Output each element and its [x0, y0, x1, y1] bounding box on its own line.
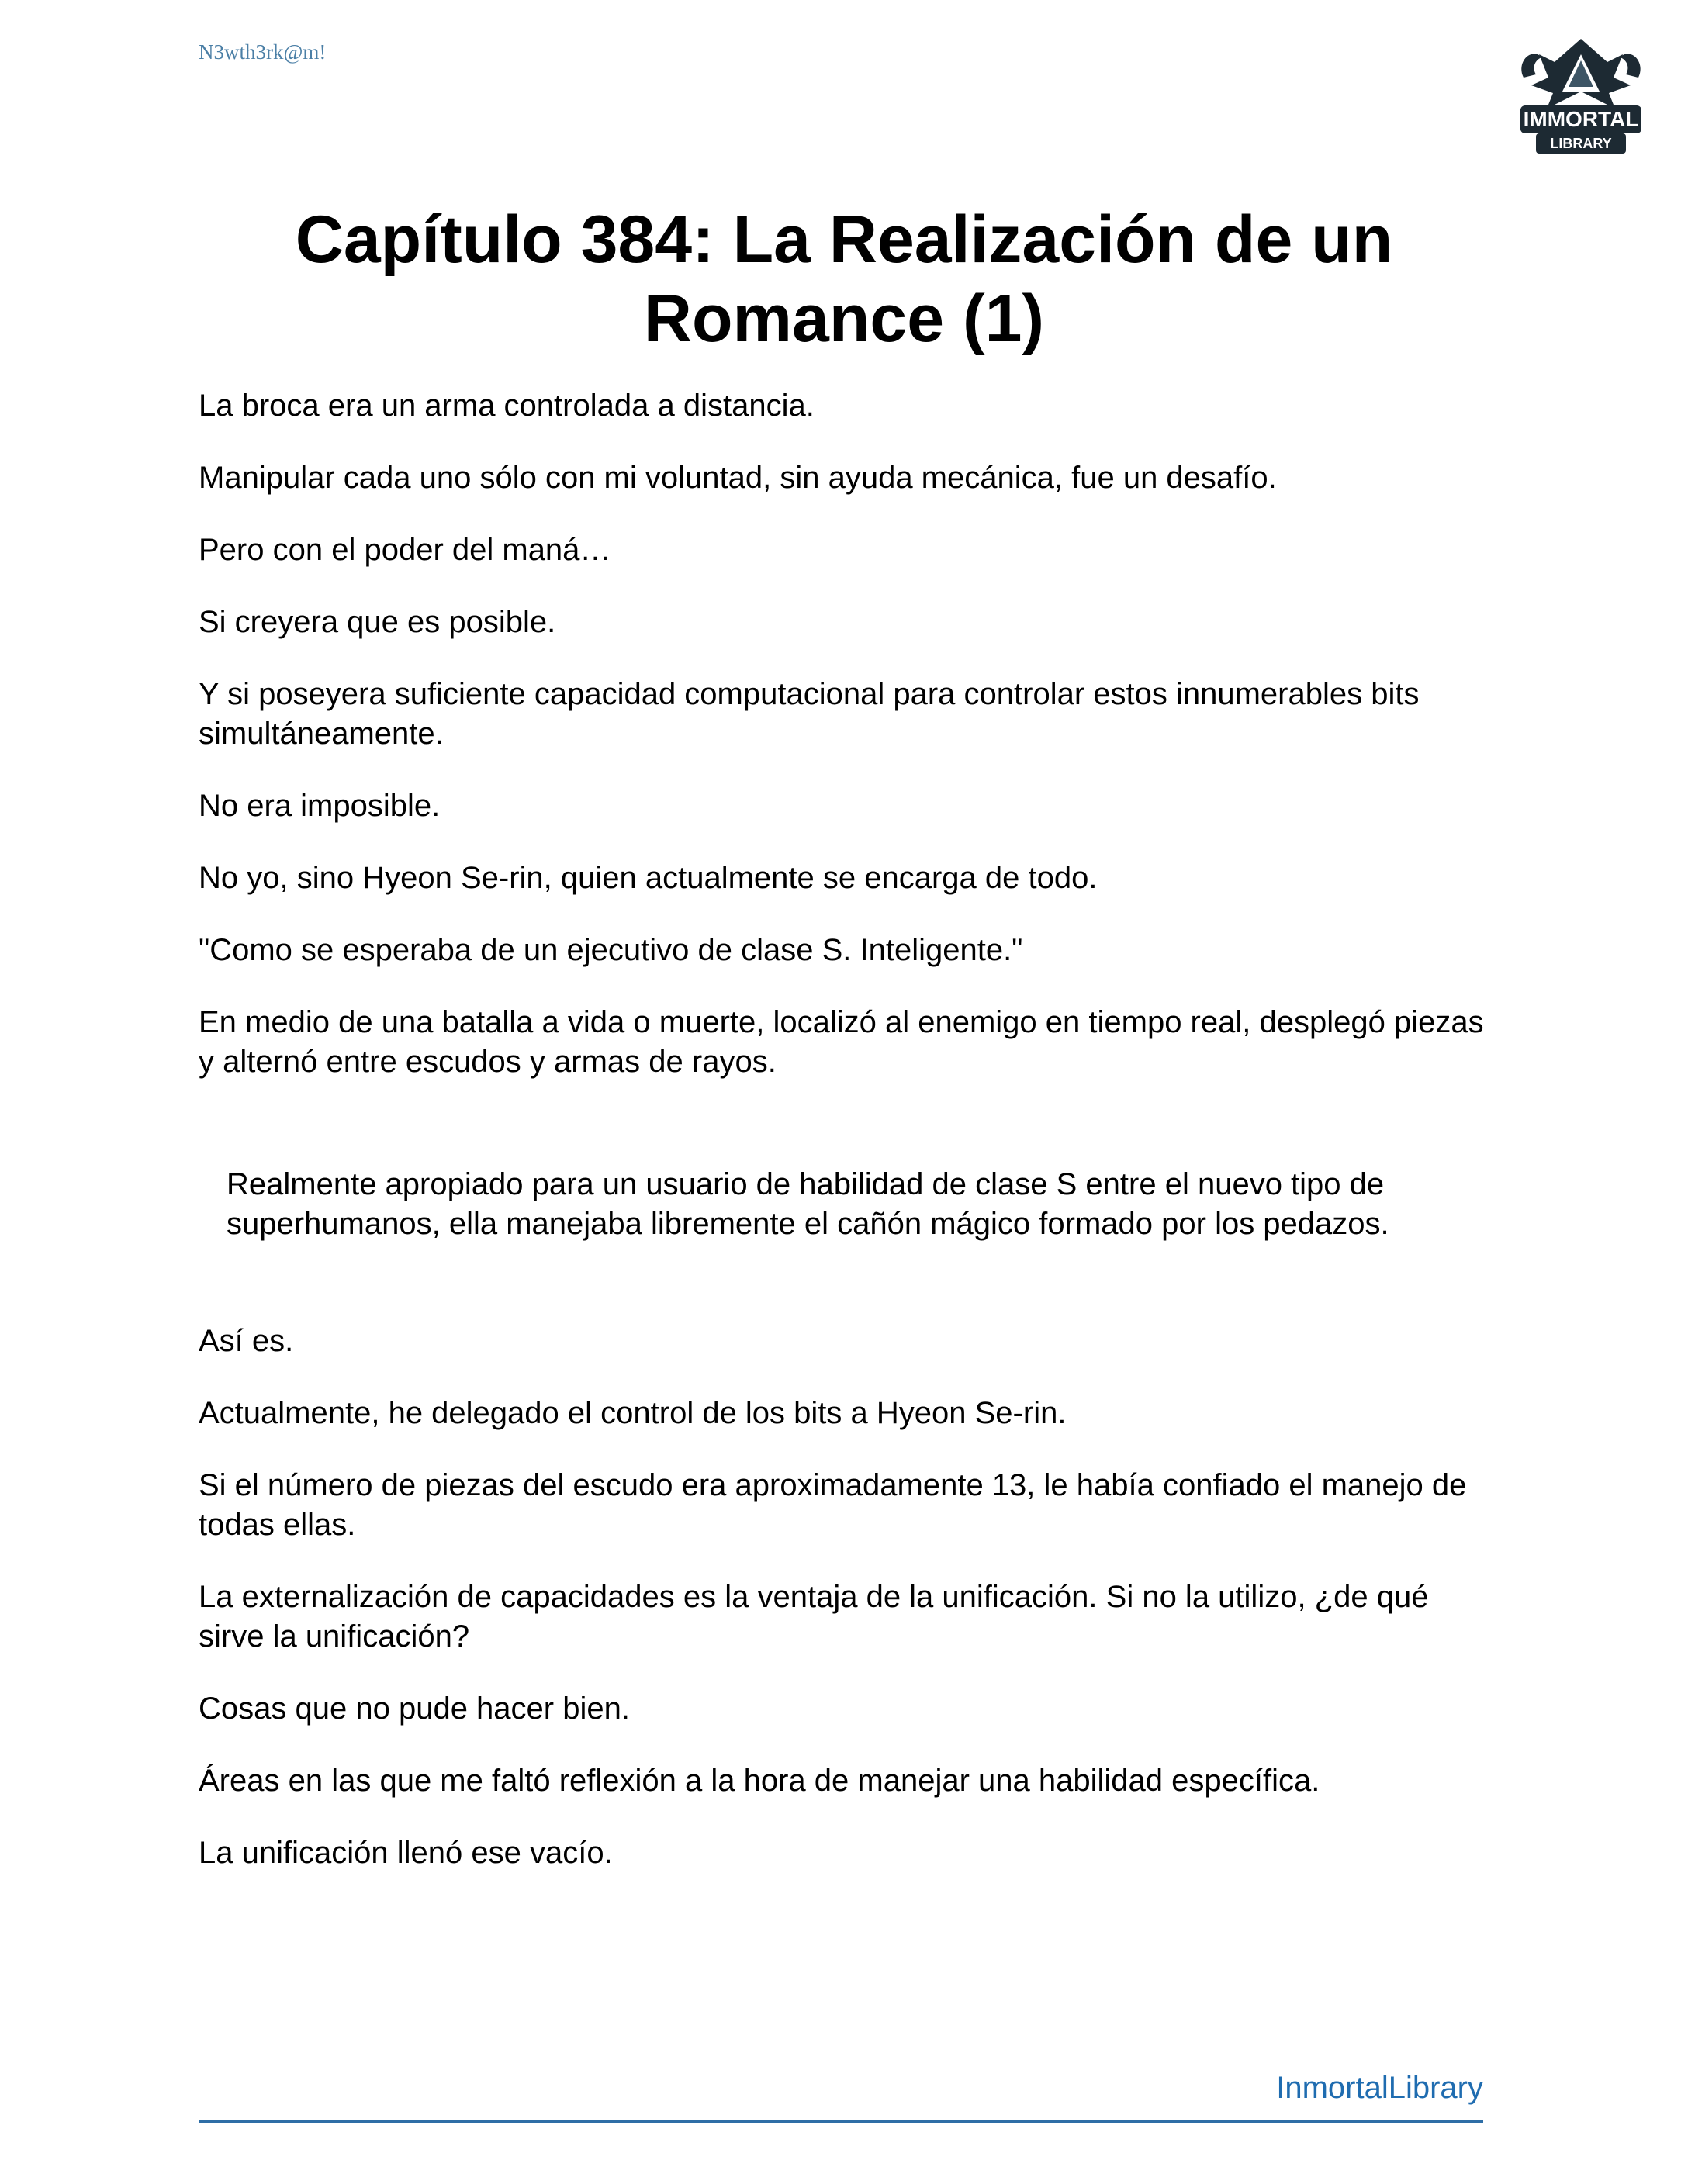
chapter-body: [199, 386, 1489, 1906]
logo-text-bottom: LIBRARY: [1550, 136, 1612, 151]
paragraph: Si creyera que es posible.: [199, 605, 556, 639]
paragraph: En medio de una batalla a vida o muerte, localizó al enemigo en tiempo real, desplegó piezas y alternó entre escudos y armas de rayos.: [199, 1005, 1484, 1079]
paragraph: Cosas que no pude hacer bien.: [199, 1692, 630, 1726]
paragraph: Y si poseyera suficiente capacidad computacional para controlar estos innumerables bits simultáneamente.: [199, 677, 1420, 751]
paragraph: Actualmente, he delegado el control de los bits a Hyeon Se-rin.: [199, 1396, 1067, 1430]
paragraph: Pero con el poder del maná…: [199, 533, 611, 567]
paragraph: "Como se esperaba de un ejecutivo de clase S. Inteligente.": [199, 933, 1023, 967]
logo-text-top: IMMORTAL: [1523, 107, 1639, 131]
paragraph: Si el número de piezas del escudo era aproximadamente 13, le había confiado el manejo de todas ellas.: [199, 1468, 1467, 1542]
paragraph: No yo, sino Hyeon Se-rin, quien actualmente se encarga de todo.: [199, 861, 1098, 895]
watermark-text: N3wth3rk@m!: [199, 40, 327, 64]
paragraph: Así es.: [199, 1324, 294, 1358]
paragraph: La externalización de capacidades es la ventaja de la unificación. Si no la utilizo, ¿de qué sirve la unificación?: [199, 1580, 1429, 1654]
paragraph: La broca era un arma controlada a distancia.: [199, 389, 815, 423]
chapter-title: Capítulo 384: La Realización de un Romance (1): [295, 202, 1393, 356]
paragraph: La unificación llenó ese vacío.: [199, 1836, 613, 1870]
paragraph: No era imposible.: [199, 789, 441, 823]
paragraph: Manipular cada uno sólo con mi voluntad, sin ayuda mecánica, fue un desafío.: [199, 461, 1277, 495]
immortal-library-logo: [1508, 31, 1654, 163]
block-quote: Realmente apropiado para un usuario de habilidad de clase S entre el nuevo tipo de superhumanos, ella manejaba libremente el cañón mágico formado por los pedazos.: [227, 1167, 1389, 1241]
footer-divider: [199, 2120, 1483, 2123]
footer-library-link[interactable]: InmortalLibrary: [1276, 2071, 1483, 2105]
paragraph: Áreas en las que me faltó reflexión a la hora de manejar una habilidad específica.: [199, 1764, 1320, 1798]
